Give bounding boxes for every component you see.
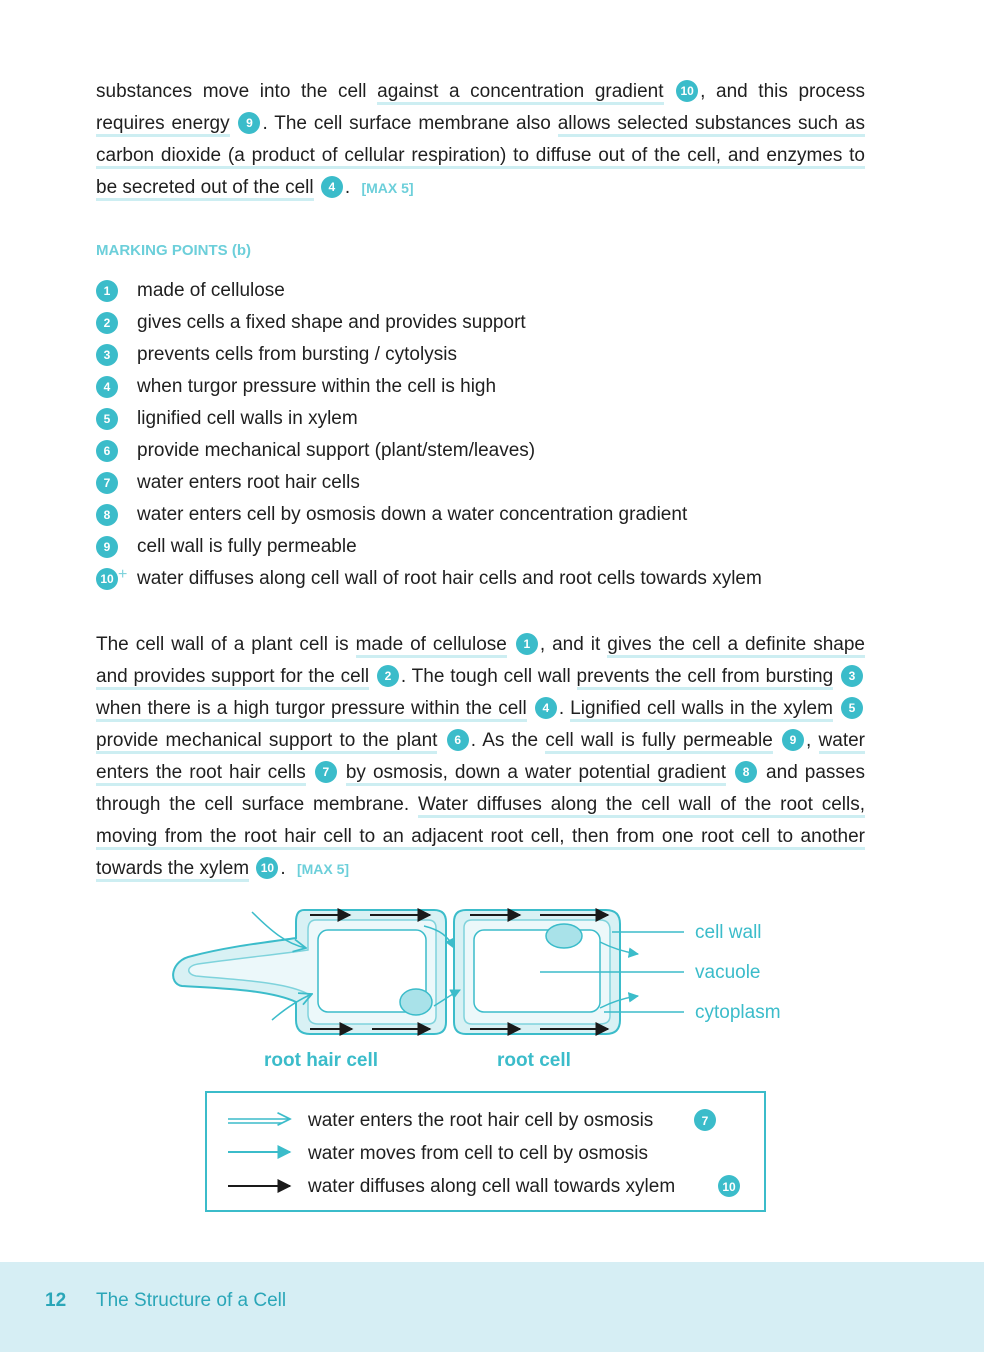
- marking-point-item: [96, 435, 865, 467]
- legend-text: water enters the root hair cell by osmosis: [308, 1110, 654, 1131]
- marking-point-badge: 1: [96, 280, 118, 302]
- highlight: by osmosis, down a water potential gradient: [346, 762, 726, 786]
- marking-point-text: lignified cell walls in xylem: [137, 408, 358, 429]
- marking-point-text: made of cellulose: [137, 280, 285, 301]
- marking-point-item: [96, 467, 865, 499]
- label-cell-wall: cell wall: [695, 922, 762, 943]
- marking-point-badge: 9: [96, 536, 118, 558]
- marking-point-badge: 6: [96, 440, 118, 462]
- marking-points-list: [96, 275, 865, 595]
- marking-point-badge: 7: [315, 761, 337, 783]
- chapter-title: The Structure of a Cell: [96, 1290, 287, 1311]
- answer-paragraph-a: [96, 76, 865, 204]
- marking-point-badge: 2: [377, 665, 399, 687]
- marking-point-text: water enters root hair cells: [137, 472, 360, 493]
- marking-point-text: when turgor pressure within the cell is high: [137, 376, 497, 397]
- label-cytoplasm: cytoplasm: [695, 1002, 781, 1023]
- answer-paragraph-b: [96, 629, 865, 885]
- marking-point-badge: 6: [447, 729, 469, 751]
- highlight: cell wall is fully permeable: [545, 730, 773, 754]
- marking-point-text: water diffuses along cell wall of root hair cells and root cells towards xylem: [137, 568, 762, 589]
- highlight: water enters the root hair cells: [96, 730, 865, 786]
- text: substances move into the cell: [96, 81, 378, 102]
- root-cell-vacuole: [474, 930, 600, 1012]
- text: . The cell surface membrane also: [262, 113, 558, 134]
- caption-root-hair-cell: root hair cell: [264, 1050, 379, 1071]
- text: [339, 762, 346, 783]
- root-cell-nucleus: [546, 924, 582, 948]
- marking-point-badge: 5: [841, 697, 863, 719]
- marking-point-badge: 9: [782, 729, 804, 751]
- text: and passes through the cell surface membrane.: [96, 762, 865, 815]
- marking-point-item: [96, 307, 865, 339]
- marking-point-badge: 4: [96, 376, 118, 398]
- marking-point-badge: 4: [321, 176, 343, 198]
- highlight: requires energy: [96, 113, 230, 137]
- text: , and this process: [700, 81, 865, 102]
- caption-root-cell: root cell: [497, 1050, 571, 1071]
- label-vacuole: vacuole: [695, 962, 761, 983]
- highlight: against a concentration gradient: [377, 81, 663, 105]
- highlight: gives the cell a definite shape and provides support for the cell: [96, 634, 865, 690]
- marking-point-badge: 3: [841, 665, 863, 687]
- marking-point-item: [96, 339, 865, 371]
- marking-point-item: [96, 371, 865, 403]
- marking-point-text: cell wall is fully permeable: [137, 536, 357, 557]
- marking-point-badge: 3: [96, 344, 118, 366]
- page-content: [96, 76, 865, 885]
- marking-point-badge: 8: [96, 504, 118, 526]
- legend-badge-number: 10: [722, 1180, 736, 1194]
- highlight: when there is a high turgor pressure within the cell: [96, 698, 527, 722]
- marking-point-text: water enters cell by osmosis down a water concentration gradient: [137, 504, 688, 525]
- root-cell-diagram: [0, 890, 984, 1220]
- highlight: allows selected substances such as carbon dioxide (a product of cellular respiration) to diffuse out of the cell, and enzymes to be secreted out of the cell: [96, 113, 865, 201]
- marking-point-item: [96, 531, 865, 563]
- highlight: Water diffuses along the cell wall of the root cells, moving from the root hair cell to an adjacent root cell, then from one root cell to another towards the xylem: [96, 794, 865, 882]
- legend-text: water diffuses along cell wall towards xylem: [308, 1176, 676, 1197]
- marking-point-item: [96, 563, 865, 595]
- highlight: prevents the cell from bursting: [577, 666, 834, 690]
- marking-point-badge: 5: [96, 408, 118, 430]
- page-number: 12: [45, 1290, 67, 1311]
- root-hair-nucleus: [400, 989, 432, 1015]
- page-footer: [0, 1262, 984, 1352]
- text: . As the: [470, 730, 546, 751]
- marking-point-text: provide mechanical support (plant/stem/leaves): [137, 440, 536, 461]
- max-marks: [MAX 5]: [296, 861, 350, 877]
- text: .: [344, 177, 351, 198]
- marking-point-badge: 2: [96, 312, 118, 334]
- marking-point-badge: 10: [676, 80, 698, 102]
- marking-point-item: [96, 403, 865, 435]
- text: , and it: [539, 634, 608, 655]
- legend-badge-number: 7: [701, 1114, 709, 1128]
- text: The cell wall of a plant cell is: [96, 634, 356, 655]
- text: .: [558, 698, 571, 719]
- max-marks: [MAX 5]: [361, 180, 414, 196]
- marking-point-badge: 8: [735, 761, 757, 783]
- plus-icon: +: [118, 566, 128, 583]
- marking-points-heading: MARKING POINTS (b): [96, 242, 251, 259]
- text: ,: [806, 730, 819, 751]
- marking-point-item: [96, 499, 865, 531]
- text: .: [280, 858, 286, 879]
- text: . The tough cell wall: [400, 666, 577, 687]
- marking-point-text: gives cells a fixed shape and provides support: [137, 312, 526, 333]
- highlight: Lignified cell walls in the xylem: [570, 698, 833, 722]
- highlight: provide mechanical support to the plant: [96, 730, 437, 754]
- highlight: made of cellulose: [356, 634, 507, 658]
- marking-point-text: prevents cells from bursting / cytolysis: [137, 344, 457, 365]
- marking-point-badge: 1: [516, 633, 538, 655]
- marking-point-badge: 9: [238, 112, 260, 134]
- marking-point-item: [96, 275, 865, 307]
- marking-point-badge: 4: [535, 697, 557, 719]
- legend-text: water moves from cell to cell by osmosis: [308, 1143, 648, 1164]
- marking-point-badge: 10: [256, 857, 278, 879]
- marking-point-badge: 7: [96, 472, 118, 494]
- marking-point-badge: 10: [96, 568, 118, 590]
